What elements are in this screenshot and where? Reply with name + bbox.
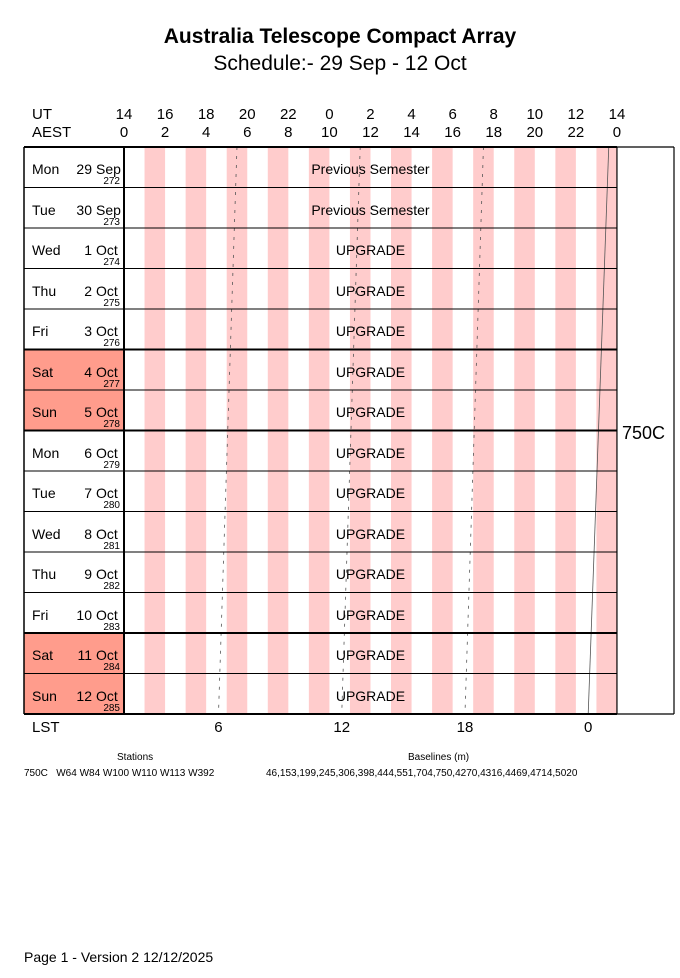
schedule-event: UPGRADE <box>335 566 406 582</box>
page-title: Australia Telescope Compact Array <box>163 25 517 48</box>
day-of-week: Tue <box>32 201 56 218</box>
lst-axis-label: LST <box>32 719 60 736</box>
day-of-week: Mon <box>32 161 60 177</box>
footer-version: Page 1 - Version 2 12/12/2025 <box>24 949 214 965</box>
day-number: 11 <box>77 647 92 663</box>
ut-tick-label: 22 <box>279 106 297 123</box>
ut-tick-label: 0 <box>325 106 334 123</box>
aest-tick-label: 8 <box>284 124 293 141</box>
day-number: 4 <box>84 363 92 380</box>
day-number: 30 <box>76 201 92 218</box>
stations-list: 750C W64 W84 W100 W110 W113 W392 <box>24 768 215 779</box>
day-number: 1 <box>84 242 92 258</box>
aest-tick-label: 18 <box>485 124 503 141</box>
aest-tick-label: 0 <box>119 124 129 141</box>
day-number: 9 <box>84 566 92 582</box>
day-of-week: Sun <box>32 687 57 704</box>
day-of-year: 276 <box>103 338 120 349</box>
ut-tick-label: 14 <box>608 106 626 123</box>
day-of-year: 278 <box>103 419 120 430</box>
day-of-year: 273 <box>103 216 120 228</box>
month: Sep <box>96 201 121 218</box>
schedule-event: UPGRADE <box>335 687 406 704</box>
ut-tick-label: 4 <box>407 106 416 123</box>
day-of-year: 283 <box>103 621 120 633</box>
day-of-week: Wed <box>32 242 61 258</box>
aest-axis-label: AEST <box>32 124 72 141</box>
aest-tick-label: 16 <box>444 124 461 141</box>
aest-tick-label: 2 <box>160 124 170 141</box>
ut-tick-label: 8 <box>489 106 498 123</box>
ut-tick-label: 12 <box>567 106 585 123</box>
month: Sep <box>96 161 121 177</box>
day-of-year: 280 <box>103 500 120 511</box>
schedule-event: Previous Semester <box>311 201 430 218</box>
ut-tick-label: 6 <box>448 106 457 123</box>
baselines-list: 46,153,199,245,306,398,444,551,704,750,4270,4316,4469,4714,5020 <box>266 768 578 779</box>
config-label: 750C <box>622 423 666 443</box>
day-of-year: 274 <box>103 257 120 268</box>
day-of-year: 275 <box>103 297 120 309</box>
schedule-event: UPGRADE <box>335 323 406 339</box>
day-of-week: Thu <box>32 566 57 582</box>
day-of-year: 281 <box>103 540 120 552</box>
ut-tick-label: 2 <box>366 106 375 123</box>
day-number: 8 <box>84 525 92 542</box>
ut-tick-label: 16 <box>156 106 174 123</box>
day-number: 5 <box>84 404 92 420</box>
day-of-year: 277 <box>103 378 120 390</box>
day-number: 7 <box>84 485 92 501</box>
ut-tick-label: 10 <box>526 106 544 123</box>
day-of-week: Wed <box>32 525 61 542</box>
month: Oct <box>96 606 118 623</box>
aest-tick-label: 4 <box>201 124 211 141</box>
ut-tick-label: 20 <box>238 106 256 123</box>
lst-tick-label: 12 <box>333 719 351 736</box>
day-of-week: Sat <box>32 363 54 380</box>
month: Oct <box>96 404 118 420</box>
day-of-week: Tue <box>32 485 56 501</box>
schedule-event: UPGRADE <box>335 363 406 380</box>
schedule-event: UPGRADE <box>335 485 406 501</box>
month: Oct <box>96 282 118 299</box>
schedule-event: UPGRADE <box>335 647 406 663</box>
ut-axis-label: UT <box>32 106 52 123</box>
aest-tick-label: 12 <box>362 124 379 141</box>
schedule-event: UPGRADE <box>335 525 406 542</box>
schedule-event: Previous Semester <box>311 161 430 177</box>
day-of-year: 279 <box>103 459 120 471</box>
day-of-week: Sun <box>32 404 57 420</box>
day-of-year: 285 <box>103 702 120 714</box>
aest-tick-label: 10 <box>321 124 338 141</box>
day-of-week: Sat <box>32 647 54 663</box>
month: Oct <box>96 444 118 461</box>
month: Oct <box>96 363 118 380</box>
lst-tick-label: 18 <box>456 719 474 736</box>
month: Oct <box>96 485 118 501</box>
day-of-week: Thu <box>32 282 57 299</box>
schedule-subtitle: Schedule:- 29 Sep - 12 Oct <box>213 52 467 75</box>
day-of-week: Fri <box>32 606 49 623</box>
day-number: 2 <box>84 282 92 299</box>
month: Oct <box>96 687 118 704</box>
day-of-year: 282 <box>103 581 120 592</box>
month: Oct <box>96 566 118 582</box>
ut-tick-label: 14 <box>115 106 133 123</box>
day-of-week: Mon <box>32 444 60 461</box>
aest-tick-label: 14 <box>403 124 420 141</box>
schedule-event: UPGRADE <box>335 404 406 420</box>
day-number: 29 <box>76 161 92 177</box>
ut-tick-label: 18 <box>197 106 215 123</box>
day-of-year: 284 <box>103 662 120 673</box>
day-number: 12 <box>76 687 92 704</box>
stations-heading: Stations <box>117 752 154 763</box>
month: Oct <box>96 323 118 339</box>
day-number: 10 <box>76 606 92 623</box>
baselines-heading: Baselines (m) <box>408 752 470 763</box>
schedule-event: UPGRADE <box>335 444 406 461</box>
lst-tick-label: 0 <box>584 719 593 736</box>
schedule-event: UPGRADE <box>335 242 406 258</box>
aest-tick-label: 22 <box>567 124 585 141</box>
day-number: 6 <box>84 444 92 461</box>
day-of-week: Fri <box>32 323 49 339</box>
month: Oct <box>96 242 118 258</box>
aest-tick-label: 20 <box>526 124 544 141</box>
day-of-year: 272 <box>103 176 120 187</box>
month: Oct <box>96 525 118 542</box>
schedule-event: UPGRADE <box>335 282 406 299</box>
month: Oct <box>96 647 118 663</box>
aest-tick-label: 0 <box>612 124 622 141</box>
aest-tick-label: 6 <box>243 124 252 141</box>
lst-tick-label: 6 <box>214 719 223 736</box>
day-number: 3 <box>84 323 92 339</box>
schedule-event: UPGRADE <box>335 606 406 623</box>
